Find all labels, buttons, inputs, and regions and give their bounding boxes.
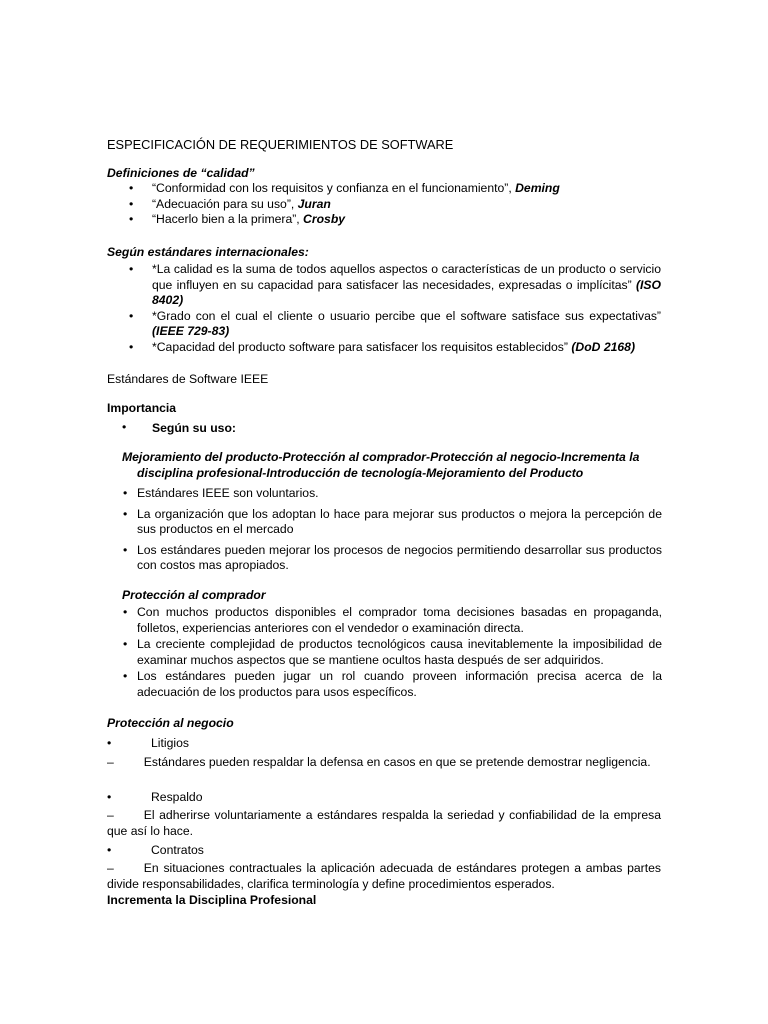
importance-chain: Mejoramiento del producto-Protección al comprador-Protección al negocio-Incrementa la disciplina profesional-Introducción de tecnología-Mejoramiento del Producto	[122, 450, 640, 480]
list-item: • Con muchos productos disponibles el comprador toma decisiones basadas en propaganda, folletos, experiencias anteriores con el vendedor o examinación directa.	[123, 605, 662, 635]
importancia-heading: Importancia	[107, 401, 177, 415]
negocio-detail-respaldo: – El adherirse voluntariamente a estándares respalda la seriedad y confiabilidad de la empresa que así lo hace.	[107, 808, 661, 838]
comprador-list	[122, 605, 662, 701]
list-item: • *Grado con el cual el cliente o usuario percibe que el software satisface sus expectativas” (IEEE 729-83)	[129, 308, 661, 338]
document-page: ESPECIFICACIÓN DE REQUERIMIENTOS DE SOFTWARE Definiciones de “calidad” • “Conformidad con los requisitos y confianza en el funcionamiento”, Deming • “Adecuación para su uso”, Juran • “Hacerlo bien a la primera”, Crosby Según estándares internacionales: • *La calidad es la suma de todos aquellos aspectos o características de un producto o servicio que influyen en su capacidad para satisfacer las necesidades, expresadas o implícitas” (ISO 8402) • *Grado con el cual el cliente o usuario percibe que el software satisface sus expectativas” (IEEE 729-83) • *Capacidad del producto software para satisfacer los requisitos establecidos” (DoD 2168) Estándares de Software IEEE Importancia • Según su uso: Mejoramiento del producto-Protección al comprador-Protección al negocio-Incrementa la disciplina profesional-Introducción de tecnología-Mejoramiento del Producto • Estándares IEEE son voluntarios. • La organización que los adoptan lo hace para mejorar sus productos o mejora la percepción de sus productos en el mercado • Los estándares pueden mejorar los procesos de negocios permitiendo desarrollar sus productos con costos mas apropiados. Protección al comprador • Con muchos productos disponibles el comprador toma decisiones basadas en propaganda, folletos, experiencias anteriores con el vendedor o examinación directa. • La creciente complejidad de productos tecnológicos causa inevitablemente la imposibilidad de examinar muchos aspectos que se mantiene ocultos hasta después de ser adquiridos. • Los estándares pueden jugar un rol cuando proveen información precisa acerca de la adecuación de los productos para usos específicos. Protección al negocio • Litigios – Estándares pueden respaldar la defensa en casos en que se pretende demostrar negligencia. • Respaldo – El adherirse voluntariamente a estándares respalda la seriedad y confiabilidad de la empresa que así lo hace. • Contratos – En situaciones contractuales la aplicación adecuada de estándares protegen a ambas partes divide responsabilidades, clarifica terminología y define procedimientos esperados. Incrementa la Disciplina Profesional	[0, 0, 768, 1024]
negocio-detail-contratos: – En situaciones contractuales la aplicación adecuada de estándares protegen a ambas partes divide responsabilidades, clarifica terminología y define procedimientos esperados.	[107, 861, 661, 891]
list-item: • Los estándares pueden mejorar los procesos de negocios permitiendo desarrollar sus productos con costos mas apropiados.	[123, 542, 662, 572]
ieee-label: Estándares de Software IEEE	[107, 372, 269, 386]
standards-heading: Según estándares internacionales:	[107, 245, 309, 259]
definitions-heading: Definiciones de “calidad”	[107, 166, 255, 180]
negocio-detail-litigios: – Estándares pueden respaldar la defensa en casos en que se pretende demostrar negligencia.	[107, 755, 651, 769]
list-item: • Estándares IEEE son voluntarios.	[123, 486, 319, 500]
list-item: • “Conformidad con los requisitos y confianza en el funcionamiento”, Deming	[129, 181, 560, 195]
definitions-list	[107, 181, 667, 228]
list-item: • *La calidad es la suma de todos aquellos aspectos o características de un producto o servicio que influyen en su capacidad para satisfacer las necesidades, expresadas o implícitas” (ISO 8402)	[129, 262, 661, 307]
standards-list	[107, 262, 661, 355]
bullet: •	[122, 420, 127, 434]
negocio-heading: Protección al negocio	[107, 716, 234, 730]
disciplina-heading: Incrementa la Disciplina Profesional	[107, 893, 317, 907]
list-item: • “Hacerlo bien a la primera”, Crosby	[129, 212, 346, 226]
list-item: • Los estándares pueden jugar un rol cuando proveen información precisa acerca de la adecuación de los productos para usos específicos.	[123, 669, 662, 699]
list-item: • La creciente complejidad de productos tecnológicos causa inevitablemente la imposibilidad de examinar muchos aspectos que se mantiene ocultos hasta después de ser adquiridos.	[123, 637, 662, 667]
segun-uso-label: Según su uso:	[152, 421, 236, 435]
list-item: • “Adecuación para su uso”, Juran	[129, 196, 331, 211]
comprador-heading: Protección al comprador	[122, 588, 266, 602]
document-title: ESPECIFICACIÓN DE REQUERIMIENTOS DE SOFTWARE	[107, 137, 454, 152]
list-item: • La organización que los adoptan lo hace para mejorar sus productos o mejora la percepción de sus productos en el mercado	[123, 506, 662, 536]
importance-list	[122, 486, 662, 579]
list-item: • *Capacidad del producto software para satisfacer los requisitos establecidos” (DoD 2168)	[129, 339, 636, 354]
